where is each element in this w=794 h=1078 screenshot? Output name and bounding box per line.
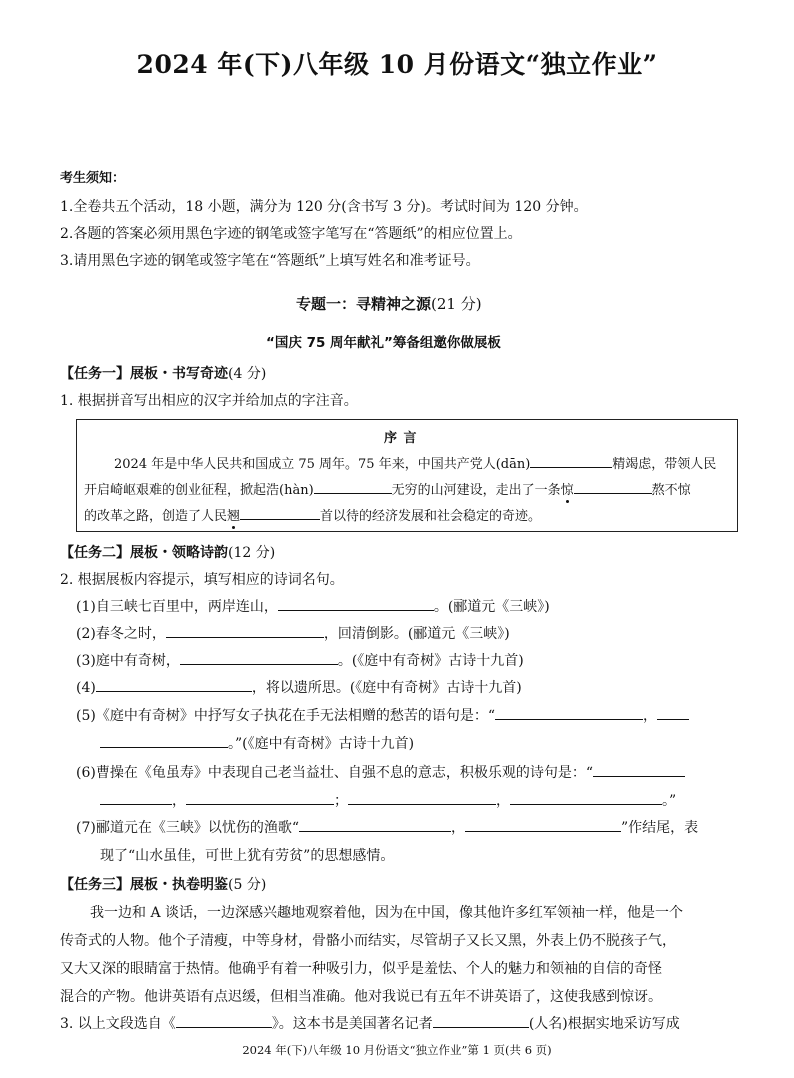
question-text: (4) bbox=[76, 680, 96, 696]
passage-line-3: 又大又深的眼睛富于热情。他确乎有着一种吸引力，似乎是羞怯、个人的魅力和领袖的自信的奇怪 bbox=[60, 961, 662, 977]
task3-title: 【任务三】展板・执卷明鉴 bbox=[60, 877, 228, 893]
dotted-char-qiao: 翘 bbox=[227, 509, 241, 524]
question-text: 。(《庭中有奇树》古诗十九首) bbox=[337, 653, 524, 669]
answer-blank[interactable] bbox=[299, 818, 451, 832]
task2-heading bbox=[60, 543, 275, 563]
topic-subtitle: “国庆 75 周年献礼”筹备组邀你做展板 bbox=[266, 335, 501, 351]
question-2-3 bbox=[76, 651, 524, 671]
preface-text: 2024 年是中华人民共和国成立 75 周年。75 年来，中国共产党人(dān) bbox=[114, 457, 531, 472]
question-2-7-cont: 现了“山水虽佳，可世上犹有劳贫”的思想感情。 bbox=[100, 848, 395, 864]
question-text: (3)庭中有奇树， bbox=[76, 653, 180, 669]
passage-line-1: 我一边和 A 谈话，一边深感兴趣地观察着他，因为在中国，像其他许多红军领袖一样，他是一个 bbox=[90, 905, 684, 921]
answer-blank[interactable] bbox=[593, 763, 685, 777]
preface-line-3 bbox=[84, 506, 541, 527]
question-3 bbox=[60, 1014, 680, 1034]
question-text: ”作结尾，表 bbox=[621, 820, 699, 836]
question-text: (1)自三峡七百里中，两岸连山， bbox=[76, 599, 278, 615]
question-2-1 bbox=[76, 597, 550, 617]
document-title: 2024 年(下)八年级 10 月份语文“独立作业” bbox=[136, 50, 658, 79]
answer-blank-book[interactable] bbox=[176, 1014, 272, 1028]
question-2-6-cont bbox=[100, 791, 676, 811]
preface-text: 熬不惊 bbox=[651, 483, 691, 498]
question-text: 3. 以上文段选自《 bbox=[60, 1016, 176, 1032]
question-text: ， bbox=[451, 820, 465, 836]
question-2-2 bbox=[76, 624, 510, 644]
passage-line-4: 混合的产物。他讲英语有点迟缓，但相当准确。他对我说已有五年不讲英语了，这使我感到惊讶。 bbox=[60, 989, 662, 1005]
question-text: ， bbox=[496, 793, 510, 809]
dotted-char-jing: 惊 bbox=[560, 483, 574, 498]
answer-blank[interactable] bbox=[278, 597, 434, 611]
page-footer: 2024 年(下)八年级 10 月份语文“独立作业”第 1 页(共 6 页) bbox=[242, 1043, 552, 1057]
answer-blank-dan[interactable] bbox=[530, 454, 612, 468]
answer-blank[interactable] bbox=[100, 791, 172, 805]
topic-score: (21 分) bbox=[431, 295, 482, 313]
answer-blank-han[interactable] bbox=[314, 480, 392, 494]
preface-title: 序 言 bbox=[384, 431, 418, 446]
answer-blank[interactable] bbox=[657, 706, 689, 720]
task3-heading bbox=[60, 875, 266, 895]
question-2: 2. 根据展板内容提示，填写相应的诗词名句。 bbox=[60, 572, 344, 588]
preface-text: 开启崎岖艰难的创业征程，掀起浩(hàn) bbox=[84, 483, 314, 498]
question-2-7 bbox=[76, 818, 698, 838]
question-2-5-cont bbox=[100, 734, 414, 754]
topic-title: 专题一：寻精神之源 bbox=[296, 295, 432, 313]
preface-line-2 bbox=[84, 480, 691, 501]
preface-text: 无穷的山河建设，走出了一条 bbox=[391, 483, 561, 498]
task2-score: (12 分) bbox=[228, 545, 276, 561]
question-2-4 bbox=[76, 678, 522, 698]
passage-line-2: 传奇式的人物。他个子清瘦，中等身材，骨骼小而结实，尽管胡子又长又黑，外表上仍不脱孩子气， bbox=[60, 933, 676, 949]
preface-line-1 bbox=[114, 454, 716, 475]
preface-text: 精竭虑，带领人民 bbox=[612, 457, 717, 472]
question-text: ， bbox=[643, 708, 657, 724]
question-text: (2)春冬之时， bbox=[76, 626, 166, 642]
answer-blank[interactable] bbox=[495, 706, 643, 720]
question-text: (5)《庭中有奇树》中抒写女子执花在手无法相赠的愁苦的语句是：“ bbox=[76, 708, 495, 724]
task2-title: 【任务二】展板・领略诗韵 bbox=[60, 545, 228, 561]
question-text: (7)郦道元在《三峡》以忧伤的渔歌“ bbox=[76, 820, 299, 836]
answer-blank[interactable] bbox=[510, 791, 662, 805]
answer-blank[interactable] bbox=[186, 791, 334, 805]
question-text: ，将以遗所思。(《庭中有奇树》古诗十九首) bbox=[251, 680, 522, 696]
task1-heading bbox=[60, 364, 266, 384]
question-text: ， bbox=[172, 793, 186, 809]
topic-heading bbox=[296, 294, 482, 314]
question-2-6 bbox=[76, 763, 685, 783]
question-text: 。(郦道元《三峡》) bbox=[433, 599, 550, 615]
preface-text: 的改革之路，创造了人民 bbox=[84, 509, 228, 524]
notice-heading: 考生须知： bbox=[60, 171, 126, 186]
answer-blank[interactable] bbox=[348, 791, 496, 805]
answer-blank[interactable] bbox=[100, 734, 228, 748]
question-1: 1. 根据拼音写出相应的汉字并给加点的字注音。 bbox=[60, 393, 358, 409]
notice-item-3: 3.请用黑色字迹的钢笔或签字笔在“答题纸”上填写姓名和准考证号。 bbox=[60, 253, 480, 269]
preface-text: 首以待的经济发展和社会稳定的奇迹。 bbox=[320, 509, 542, 524]
task1-title: 【任务一】展板・书写奇迹 bbox=[60, 366, 228, 382]
notice-item-2: 2.各题的答案必须用黑色字迹的钢笔或签字笔写在“答题纸”的相应位置上。 bbox=[60, 226, 522, 242]
answer-blank[interactable] bbox=[465, 818, 621, 832]
question-text: 。”(《庭中有奇树》古诗十九首) bbox=[228, 736, 415, 752]
question-text: ； bbox=[334, 793, 348, 809]
answer-blank[interactable] bbox=[96, 678, 252, 692]
notice-item-1: 1.全卷共五个活动，18 小题，满分为 120 分(含书写 3 分)。考试时间为 120 分钟。 bbox=[60, 199, 588, 215]
answer-blank[interactable] bbox=[180, 651, 338, 665]
answer-blank-jing[interactable] bbox=[574, 480, 652, 494]
answer-blank[interactable] bbox=[166, 624, 324, 638]
question-text: 》。这本书是美国著名记者 bbox=[271, 1016, 433, 1032]
answer-blank-author[interactable] bbox=[433, 1014, 529, 1028]
question-text: (6)曹操在《龟虽寿》中表现自己老当益壮、自强不息的意志，积极乐观的诗句是：“ bbox=[76, 765, 593, 781]
question-text: 。” bbox=[662, 793, 677, 809]
question-text: ，回清倒影。(郦道元《三峡》) bbox=[323, 626, 510, 642]
question-2-5 bbox=[76, 706, 689, 726]
task3-score: (5 分) bbox=[228, 877, 267, 893]
question-text: (人名)根据实地采访写成 bbox=[528, 1016, 680, 1032]
answer-blank-qiao[interactable] bbox=[240, 506, 320, 520]
task1-score: (4 分) bbox=[228, 366, 267, 382]
